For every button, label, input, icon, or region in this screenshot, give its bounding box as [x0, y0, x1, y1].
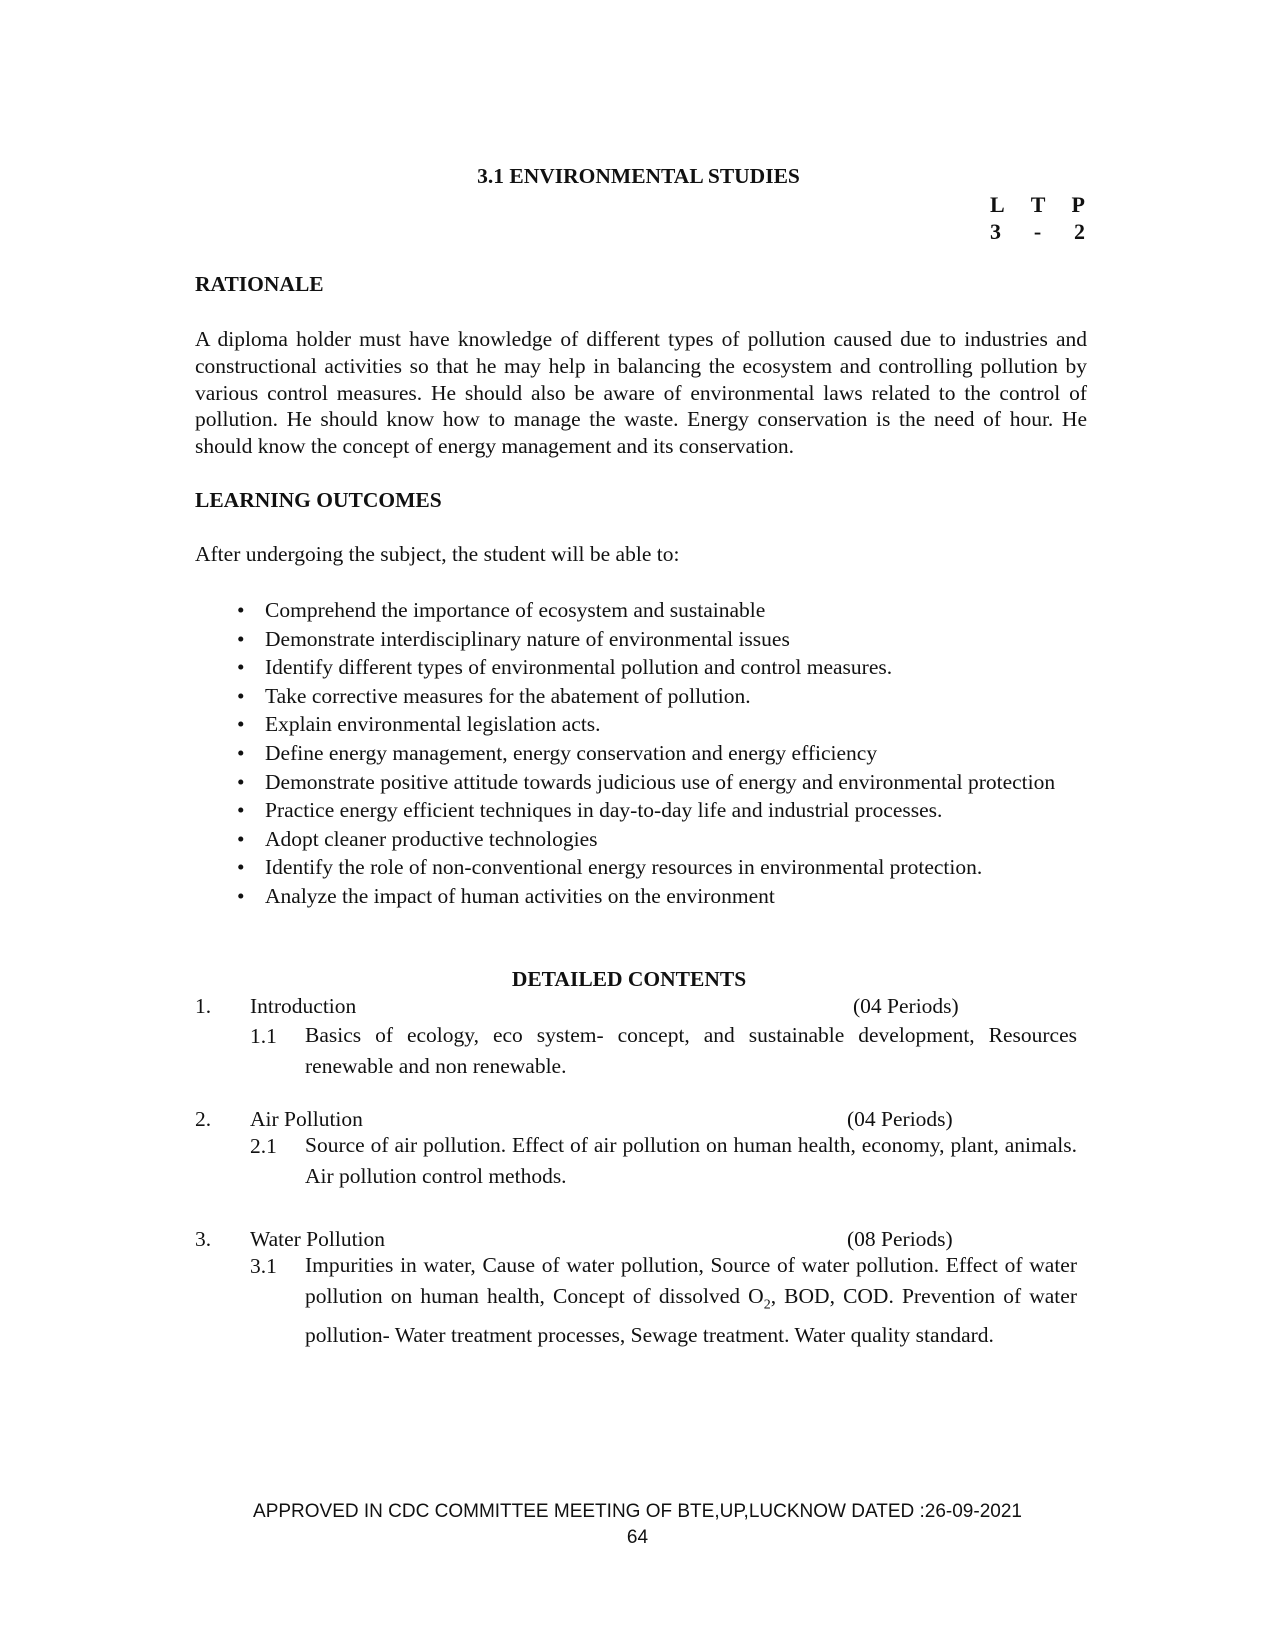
list-item — [237, 597, 1077, 624]
ltp-header-row — [990, 192, 1085, 218]
bullet-icon: • — [237, 883, 245, 908]
subsection-text-part: Impurities in water, Cause of water pollution, Source of water pollution. Effect of water pollution on human health, Concept of dissolved O — [305, 1253, 1077, 1308]
list-item-text: Identify different types of environmental pollution and control measures. — [265, 655, 893, 680]
subsection-text: Basics of ecology, eco system- concept, and sustainable development, Resources renewable and non renewable. — [305, 1023, 1077, 1078]
section-title: Air Pollution — [250, 1107, 363, 1131]
list-item-text: Demonstrate positive attitude towards judicious use of energy and environmental protection — [265, 769, 1056, 794]
list-item — [237, 826, 1077, 853]
bullet-icon: • — [237, 683, 245, 708]
list-item — [237, 740, 1077, 767]
list-item-text: Adopt cleaner productive technologies — [265, 826, 598, 851]
subsection-number: 2.1 — [250, 1134, 277, 1158]
section-periods: (04 Periods) — [853, 994, 959, 1018]
learning-outcomes-list — [237, 597, 1077, 912]
list-item — [237, 711, 1077, 738]
list-item — [237, 883, 1077, 910]
list-item — [237, 769, 1077, 796]
section-title: Water Pollution — [250, 1227, 386, 1251]
list-item-text: Demonstrate interdisciplinary nature of environmental issues — [265, 626, 790, 651]
rationale-heading: RATIONALE — [195, 272, 324, 296]
bullet-icon: • — [237, 626, 245, 651]
learning-outcomes-intro: After undergoing the subject, the student will be able to: — [195, 542, 680, 566]
page-title: 3.1 ENVIRONMENTAL STUDIES — [477, 164, 800, 188]
ltp-t: T — [1030, 192, 1046, 217]
list-item-text: Practice energy efficient techniques in day-to-day life and industrial processes. — [265, 798, 943, 823]
list-item-text: Comprehend the importance of ecosystem and sustainable — [265, 598, 766, 622]
bullet-icon: • — [237, 740, 245, 765]
subsection-text — [305, 1250, 1077, 1351]
page-number: 64 — [626, 1527, 649, 1548]
ltp-p: P — [1071, 192, 1085, 217]
list-item-text: Take corrective measures for the abatement of pollution. — [265, 683, 751, 708]
bullet-icon: • — [237, 712, 245, 737]
detailed-contents-heading: DETAILED CONTENTS — [511, 967, 747, 991]
list-item-text: Analyze the impact of human activities on the environment — [265, 883, 775, 908]
subscript: 2 — [763, 1297, 771, 1313]
list-item — [237, 797, 1077, 824]
subsection-text: Source of air pollution. Effect of air pollution on human health, economy, plant, animals. Air pollution control methods. — [305, 1133, 1077, 1188]
section-periods: (08 Periods) — [847, 1227, 953, 1251]
bullet-icon: • — [237, 855, 245, 880]
subsection-number: 3.1 — [250, 1254, 277, 1278]
subsection-text-part: , BOD, COD. Prevention of water pollution- Water treatment processes, Sewage treatment. Water quality standard. — [305, 1284, 1077, 1348]
list-item-text: Identify the role of non-conventional energy resources in environmental protection. — [265, 855, 983, 880]
bullet-icon: • — [237, 769, 245, 794]
list-item — [237, 626, 1077, 653]
ltp-l: L — [990, 192, 1005, 217]
rationale-text: A diploma holder must have knowledge of different types of pollution caused due to industries and constructional activities so that he may help in balancing the ecosystem and controlling pollution by various control measures. He should also be aware of environmental laws related to the control of pollution. He should know how to manage the waste. Energy conservation is the need of hour. He should know the concept of energy management and its conservation. — [195, 327, 1087, 459]
ltp-p-value: 2 — [1073, 219, 1085, 244]
list-item-text: Explain environmental legislation acts. — [265, 712, 601, 737]
section-periods: (04 Periods) — [847, 1107, 953, 1131]
ltp-l-value: 3 — [990, 219, 1001, 244]
approval-footer: APPROVED IN CDC COMMITTEE MEETING OF BTE,UP,LUCKNOW DATED :26-09-2021 — [253, 1501, 1022, 1522]
list-item — [237, 683, 1077, 710]
subsection-number: 1.1 — [250, 1024, 277, 1048]
section-title: Introduction — [250, 994, 357, 1018]
bullet-icon: • — [237, 655, 245, 680]
section-number: 3. — [195, 1227, 212, 1251]
section-number: 2. — [195, 1107, 212, 1131]
list-item — [237, 854, 1077, 881]
section-number: 1. — [195, 994, 212, 1018]
list-item — [237, 654, 1077, 681]
ltp-value-row — [990, 219, 1085, 245]
bullet-icon: • — [237, 826, 245, 851]
learning-outcomes-heading: LEARNING OUTCOMES — [195, 488, 442, 512]
ltp-t-value: - — [1033, 219, 1042, 244]
list-item-text: Define energy management, energy conservation and energy efficiency — [265, 740, 878, 765]
bullet-icon: • — [237, 798, 245, 823]
bullet-icon: • — [237, 598, 245, 622]
